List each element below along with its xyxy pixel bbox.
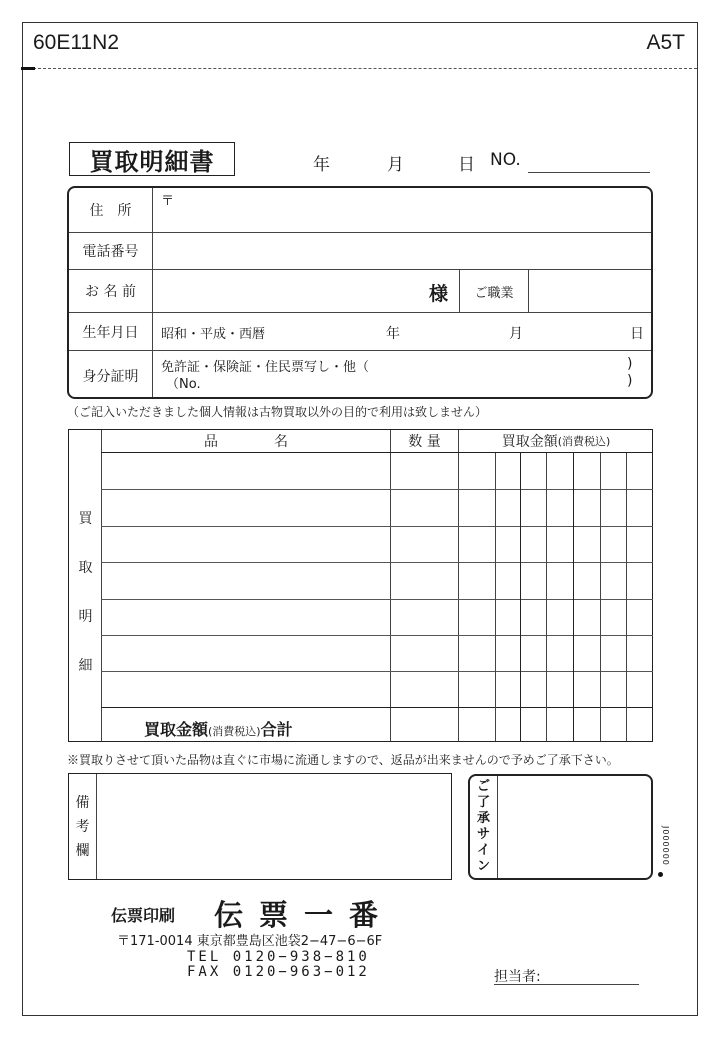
remarks-label-char: 考 (75, 818, 90, 835)
digit-line-thousands (520, 453, 521, 741)
table-row[interactable] (101, 599, 653, 600)
birth-row[interactable] (69, 313, 651, 351)
amount-header (459, 430, 653, 452)
name-label: お 名 前 (69, 270, 153, 312)
table-row[interactable] (101, 526, 653, 527)
amount-header-label: 買取金額 (501, 434, 558, 450)
id-options: 免許証・保険証・住民票写し・他（ (161, 360, 370, 375)
tear-mark (21, 67, 35, 70)
total-label-suffix: 合計 (260, 720, 293, 739)
qty-divider (390, 430, 391, 741)
side-label-3: 明 (78, 609, 93, 625)
side-label-4: 細 (78, 658, 93, 674)
remarks-box[interactable] (68, 773, 452, 880)
digit-line-millions (573, 453, 574, 741)
publisher-address: 〒171-0014 東京都豊島区池袋2−47−6−6F (117, 934, 383, 949)
amount-header-tax: (消費税込) (557, 435, 611, 448)
remarks-label-char: 備 (75, 794, 90, 811)
remarks-label-char: 欄 (75, 842, 90, 859)
publisher-brand: 伝票一番 (214, 898, 395, 932)
person-in-charge-label: 担当者: (494, 969, 541, 985)
digit-line (626, 453, 627, 741)
customer-info-box (67, 186, 653, 399)
total-label-tax: (消費税込) (208, 725, 261, 738)
side-label-1: 買 (78, 511, 93, 527)
paper-size: A5T (646, 31, 685, 54)
id-label: 身分証明 (69, 351, 153, 399)
side-label-2: 取 (78, 560, 93, 576)
name-row[interactable] (69, 270, 651, 313)
id-options-close: ) (627, 356, 633, 372)
return-notice: ※買取りさせて頂いた品物は直ぐに市場に流通しますので、返品が出来ませんので予めご了承下さい。 (67, 753, 619, 767)
occupation-label: ご職業 (459, 270, 529, 312)
phone-row[interactable] (69, 233, 651, 270)
table-row[interactable] (101, 635, 653, 636)
digit-line (546, 453, 547, 741)
form-code: 60E11N2 (33, 31, 120, 54)
signature-label (470, 776, 498, 878)
form-title: 買取明細書 (69, 142, 235, 176)
table-row[interactable] (101, 671, 653, 672)
item-name-header: 品 名 (204, 434, 288, 450)
side-dot (658, 872, 663, 877)
header-divider (101, 452, 653, 453)
date-year-label: 年 (313, 155, 330, 175)
date-day-label: 日 (458, 155, 475, 175)
date-month-label: 月 (387, 155, 404, 175)
era-options: 昭和・平成・西暦 (161, 327, 266, 342)
address-row[interactable] (69, 188, 651, 233)
purchase-items-table (68, 429, 653, 742)
amount-divider (458, 430, 459, 741)
side-code: J000000 (661, 826, 670, 866)
id-number: （No. (166, 377, 201, 392)
publisher-tel: TEL 0120−938−810 (187, 949, 370, 965)
number-label: NO. (490, 150, 521, 170)
signature-label-char: サ (476, 827, 490, 842)
id-number-close: ) (627, 373, 633, 389)
id-row[interactable] (69, 351, 651, 399)
phone-label: 電話番号 (69, 233, 153, 269)
total-divider (101, 707, 653, 708)
privacy-notice: （ご記入いただきました個人情報は古物買取以外の目的で利用は致しません） (67, 405, 488, 419)
header-strip (23, 23, 697, 69)
signature-label-char: 了 (476, 795, 490, 810)
signature-label-char: ン (476, 859, 490, 874)
signature-label-char: ご (476, 779, 490, 794)
publisher-fax: FAX 0120−963−012 (187, 964, 370, 980)
publisher-label: 伝票印刷 (111, 906, 176, 925)
signature-box[interactable] (468, 774, 653, 880)
digit-line (495, 453, 496, 741)
total-label (144, 717, 293, 740)
table-row[interactable] (101, 489, 653, 490)
birth-month: 月 (509, 326, 523, 342)
side-divider (101, 430, 102, 741)
address-label: 住 所 (69, 188, 153, 232)
person-in-charge-field[interactable] (494, 984, 639, 985)
birth-day: 日 (630, 326, 644, 342)
postal-mark: 〒 (161, 194, 175, 209)
digit-line (600, 453, 601, 741)
remarks-label (69, 774, 97, 879)
qty-header: 数 量 (408, 434, 441, 450)
birth-year: 年 (386, 326, 400, 342)
total-label-text: 買取金額 (144, 720, 209, 739)
number-field[interactable] (528, 172, 650, 173)
honorific: 様 (429, 283, 449, 305)
birth-label: 生年月日 (69, 313, 153, 350)
table-row[interactable] (101, 562, 653, 563)
signature-label-char: 承 (476, 811, 490, 826)
publisher-contact (187, 950, 370, 980)
signature-label-char: イ (476, 843, 490, 858)
